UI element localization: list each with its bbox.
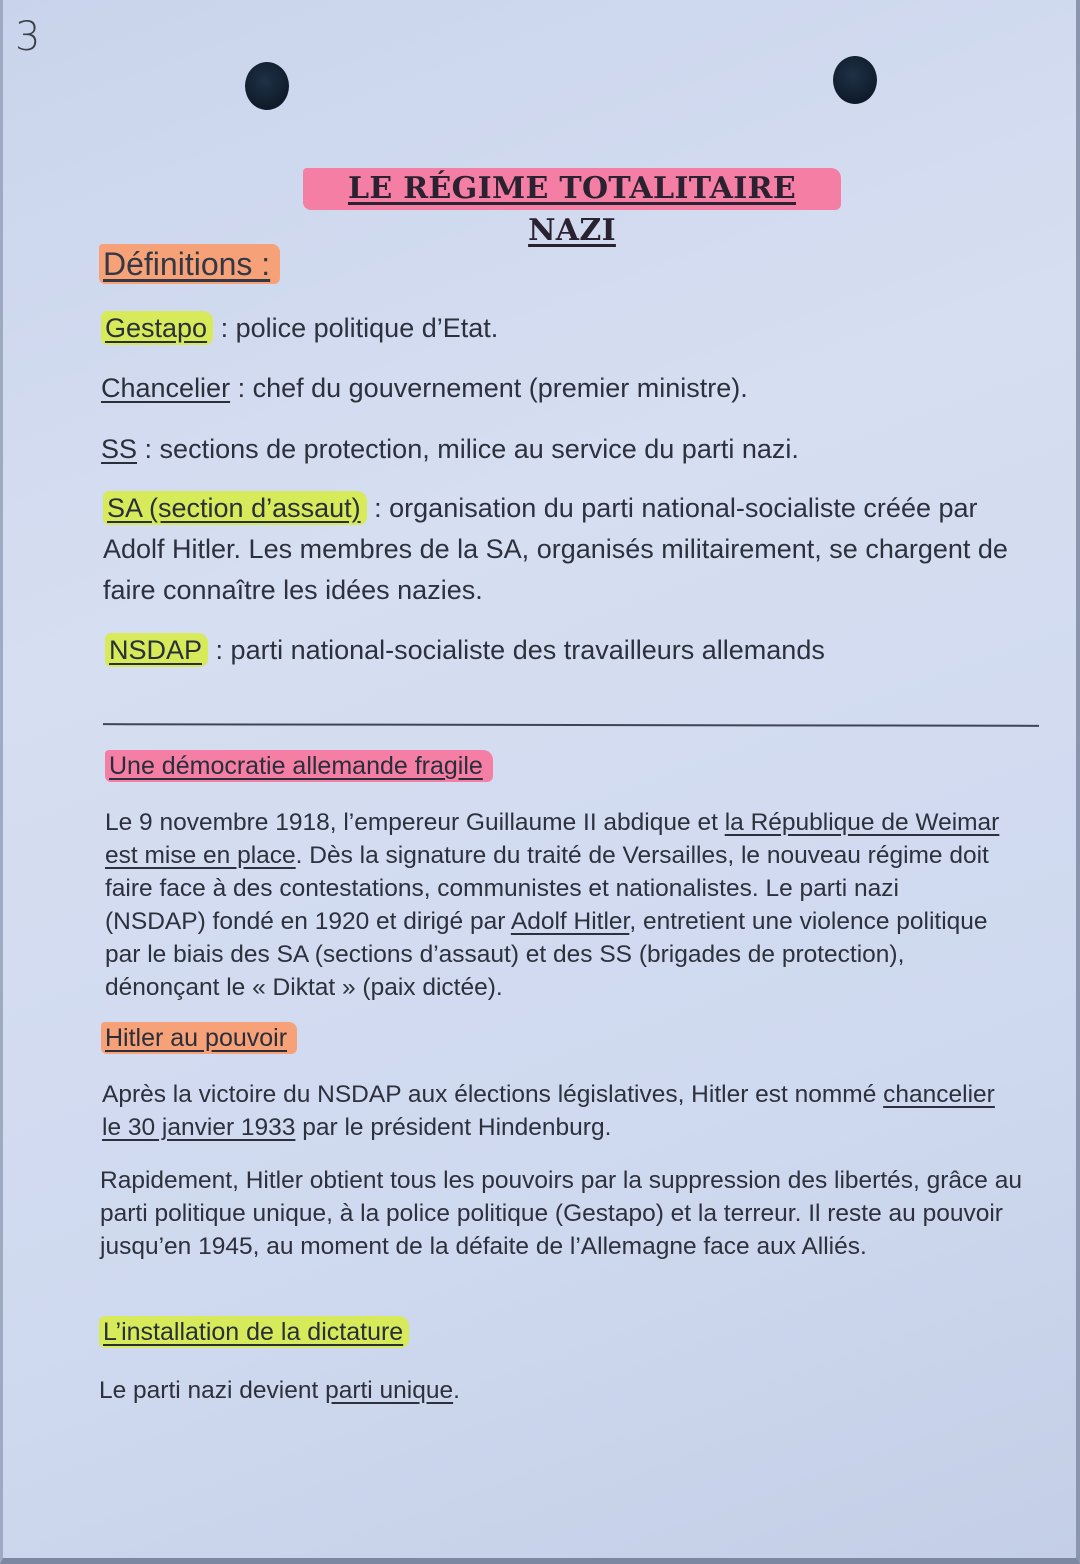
definition-text: chef du gouvernement (premier ministre). (252, 373, 748, 403)
definition-term: SS (101, 434, 138, 464)
paragraph-text: Le parti nazi devient (99, 1377, 326, 1404)
paragraph-text: , entretient une violence politique par le biais des SA (sections d’assaut) et des SS (brigades de protection), dénonçant le « Diktat » (paix dictée). (105, 908, 988, 1001)
page-number: 3 (15, 14, 41, 60)
page-title: LE RÉGIME TOTALITAIRE NAZI (303, 168, 841, 210)
definition-ss (101, 429, 799, 469)
paragraph-text: . (453, 1377, 460, 1404)
punch-hole-left (245, 62, 289, 110)
definition-separator: : (366, 493, 390, 523)
section-heading-text: L’installation de la dictature (99, 1316, 409, 1348)
section-heading-democratie (105, 752, 493, 781)
paragraph-underlined: Adolf Hitler (510, 908, 630, 935)
definition-text: organisation du parti national-socialiste créée par Adolf Hitler. Les membres de la SA, organisés militairement, se chargent de faire connaître les idées nazies. (103, 493, 1008, 605)
paragraph-underlined: chancelier (883, 1081, 995, 1108)
section-heading-dictature (99, 1318, 409, 1347)
section-heading-pouvoir (101, 1024, 297, 1053)
paragraph-dictature (99, 1374, 999, 1407)
definition-term: Chancelier (101, 373, 231, 403)
definition-sa (103, 488, 1023, 611)
definition-text: sections de protection, milice au service du parti nazi. (159, 434, 799, 464)
definitions-heading-text: Définitions : (99, 244, 280, 284)
paragraph-pouvoir-2: Rapidement, Hitler obtient tous les pouvoirs par la suppression des libertés, grâce au parti politique unique, à la police politique (Gestapo) et la terreur. Il reste au pouvoir jusqu’en 1945, au moment de la défaite de l’Allemagne face aux Alliés. (100, 1167, 1022, 1260)
section-divider (103, 723, 1039, 727)
paragraph-underlined: la République de Weimar est mise en place (105, 809, 1000, 869)
definition-gestapo (101, 308, 498, 348)
definition-text: parti national-socialiste des travailleurs allemands (230, 635, 825, 665)
definition-separator: : (137, 434, 160, 464)
paragraph-democratie (105, 806, 1005, 1004)
definition-chancelier (101, 368, 748, 408)
definitions-heading (99, 246, 280, 283)
paragraph-underlined: le 30 janvier 1933 (102, 1114, 296, 1141)
punch-hole-right (833, 56, 877, 104)
paragraph-text: par le président Hindenburg. (295, 1114, 612, 1141)
paragraph-text: Le 9 novembre 1918, l’empereur Guillaume II abdique et (105, 809, 725, 836)
definition-term: NSDAP (105, 633, 208, 667)
definition-term: Gestapo (101, 311, 213, 345)
definition-text: police politique d’Etat. (235, 313, 499, 343)
definition-nsdap (105, 630, 825, 670)
paragraph-text: . Dès la signature du traité de Versailles, le nouveau régime doit faire face à des contestations, communistes et nationalistes. Le parti nazi (NSDAP) fondé en 1920 et dirigé par (105, 842, 989, 935)
definition-separator: : (213, 313, 236, 343)
definition-separator: : (208, 635, 231, 665)
paragraph-underlined: parti unique (325, 1377, 454, 1404)
section-heading-text: Hitler au pouvoir (101, 1022, 297, 1054)
section-heading-text: Une démocratie allemande fragile (105, 750, 493, 782)
definition-term: SA (section d’assaut) (103, 491, 367, 525)
paragraph-text: Après la victoire du NSDAP aux élections législatives, Hitler est nommé (102, 1081, 884, 1108)
paragraph-pouvoir-1 (102, 1078, 1002, 1144)
definition-separator: : (230, 373, 253, 403)
